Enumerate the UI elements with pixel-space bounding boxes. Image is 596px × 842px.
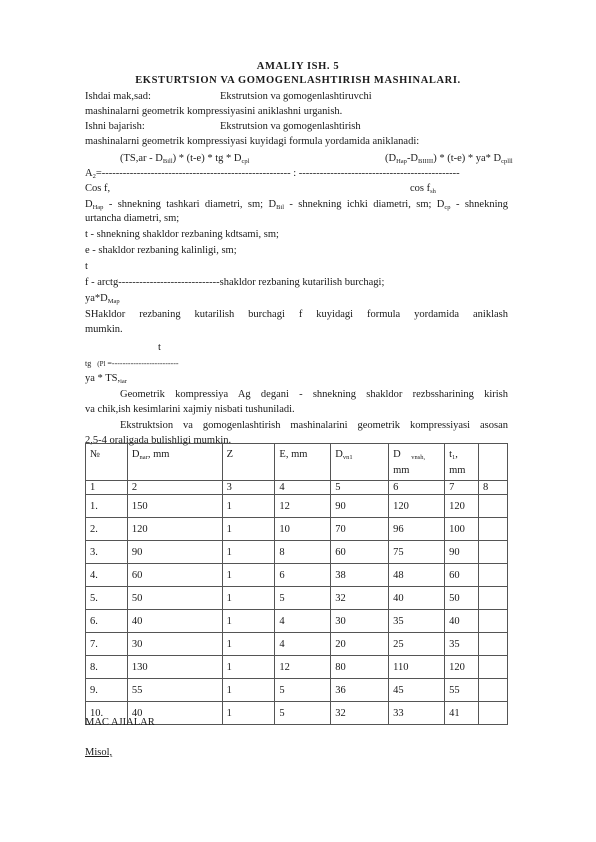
table-cell: 1 xyxy=(222,610,275,633)
table-cell: 3 xyxy=(222,481,275,495)
definition-diameters: $D_{Hap}$ - shnekning tashkari diametri, sm; $D_{Bil}$ - shnekning ichki diametri, sm; $D_{cp}$ - shnekning xyxy=(85,199,508,211)
tg-denominator: ya * $TS,_{iar}$ xyxy=(85,373,127,385)
table-cell: 80 xyxy=(331,656,389,679)
table-cell: 1 xyxy=(222,656,275,679)
table-cell: 100 xyxy=(445,518,479,541)
tg-formula-line: tg (Pl =------------------------- xyxy=(85,359,179,368)
table-row xyxy=(86,541,508,564)
table-cell: 25 xyxy=(389,633,445,656)
table-cell: 40 xyxy=(127,610,222,633)
table-cell: 32 xyxy=(331,702,389,725)
definition-f: f - arctg-----------------------------shakldor rezbaning kutarilish burchagi; xyxy=(85,277,385,288)
table-cell: 7. xyxy=(86,633,128,656)
table-cell: 90 xyxy=(127,541,222,564)
table-cell: 35 xyxy=(445,633,479,656)
table-cell: 10 xyxy=(275,518,331,541)
table-cell xyxy=(479,656,508,679)
table-cell xyxy=(479,679,508,702)
table-cell: 5. xyxy=(86,587,128,610)
table-cell: 30 xyxy=(127,633,222,656)
table-cell: 90 xyxy=(331,495,389,518)
table-header-row xyxy=(86,444,508,481)
header-d-vnsh: D $_{vnsh,}$ mm xyxy=(389,444,445,481)
table-cell: 96 xyxy=(389,518,445,541)
header-d-vn1: $D_{vn1}$ xyxy=(331,444,389,481)
header-number: № xyxy=(86,444,128,481)
formula-a2-line: $A_2=------------------------------------------------------$ : ---------------------------------------------- xyxy=(85,168,460,180)
table-cell: 1 xyxy=(222,541,275,564)
table-row xyxy=(86,564,508,587)
header-e: E, mm xyxy=(275,444,331,481)
table-cell: 2 xyxy=(127,481,222,495)
table-cell: 1 xyxy=(222,679,275,702)
table-cell: 7 xyxy=(445,481,479,495)
table-cell: 20 xyxy=(331,633,389,656)
table-cell xyxy=(479,495,508,518)
header-d-nar: $D_{nar}$, mm xyxy=(127,444,222,481)
table-cell: 4. xyxy=(86,564,128,587)
aim-text-2: mashinalarni geometrik kompressiyasini aniklashni urganish. xyxy=(85,106,343,117)
header-z: Z xyxy=(222,444,275,481)
page-title: AMALIY ISH. 5 xyxy=(256,61,340,72)
table-cell: 1 xyxy=(86,481,128,495)
table-cell: 9. xyxy=(86,679,128,702)
table-cell: 55 xyxy=(127,679,222,702)
table-cell: 60 xyxy=(445,564,479,587)
table-cell: 120 xyxy=(445,656,479,679)
table-cell: 36 xyxy=(331,679,389,702)
table-cell xyxy=(479,633,508,656)
table-cell: 120 xyxy=(127,518,222,541)
table-cell: 8 xyxy=(479,481,508,495)
table-cell: 6 xyxy=(389,481,445,495)
task-label: Ishni bajarish: xyxy=(85,121,145,132)
task-text: Ekstrutsion va gomogenlashtirish xyxy=(220,121,361,132)
table-cell: 5 xyxy=(331,481,389,495)
table-cell xyxy=(479,610,508,633)
table-cell: 38 xyxy=(331,564,389,587)
table-cell: 110 xyxy=(389,656,445,679)
task-text-2: mashinalarni geometrik kompressiyasi kuyidagi formula yordamida aniklanadi: xyxy=(85,136,420,147)
table-cell: 32 xyxy=(331,587,389,610)
table-number-row xyxy=(86,481,508,495)
table-cell: 60 xyxy=(127,564,222,587)
table-cell: 8. xyxy=(86,656,128,679)
table-cell: 4 xyxy=(275,610,331,633)
table-cell: 45 xyxy=(389,679,445,702)
footer-text-1: MAC AJIALAR xyxy=(85,717,155,728)
data-table xyxy=(85,443,508,725)
definition-e: e - shakldor rezbaning kalinligi, sm; xyxy=(85,245,237,256)
definition-t2: t xyxy=(85,261,88,272)
aim-text: Ekstrutsion va gomogenlashtiruvchi xyxy=(220,91,372,102)
table-cell: 33 xyxy=(389,702,445,725)
shakl-paragraph-2: mumkin. xyxy=(85,324,123,335)
formula-numerator-1: $(TS,ar - D_{Bill}) * (t-e)$ * tg * $D_{cpl}$ xyxy=(120,153,250,165)
table-cell xyxy=(479,518,508,541)
table-cell: 12 xyxy=(275,495,331,518)
cos-left: Cos f, xyxy=(85,183,111,194)
table-cell: 5 xyxy=(275,702,331,725)
table-cell: 1 xyxy=(222,495,275,518)
table-cell: 40 xyxy=(445,610,479,633)
table-cell: 90 xyxy=(445,541,479,564)
table-cell: 2. xyxy=(86,518,128,541)
formula-numerator-2: $(D_{Hap}-D_{BIIIII}) * (t-e) * ya*$ $D_{cplll}$ xyxy=(385,153,513,165)
table-row xyxy=(86,518,508,541)
table-cell: 40 xyxy=(389,587,445,610)
table-cell: 1. xyxy=(86,495,128,518)
table-cell xyxy=(479,541,508,564)
table-cell: 6 xyxy=(275,564,331,587)
table-cell: 70 xyxy=(331,518,389,541)
table-cell: 40 xyxy=(127,702,222,725)
table-row xyxy=(86,495,508,518)
table-row xyxy=(86,633,508,656)
paragraph-1-line-1: Geometrik kompressiya Ag degani - shnekning shakldor rezbssharining kirish xyxy=(120,389,508,400)
header-t1: $t_1$, mm xyxy=(445,444,479,481)
table-cell: 35 xyxy=(389,610,445,633)
table-cell: 41 xyxy=(445,702,479,725)
paragraph-2-line-2: 2,5-4 oraligada bulishligi mumkin. xyxy=(85,435,232,446)
table-cell: 5 xyxy=(275,679,331,702)
aim-label: Ishdai mak,sad: xyxy=(85,91,151,102)
page-subtitle: EKSTURTSION VA GOMOGENLASHTIRISH MASHINALARI. xyxy=(135,75,461,86)
table-row xyxy=(86,587,508,610)
table-row xyxy=(86,679,508,702)
table-cell: 130 xyxy=(127,656,222,679)
header-empty xyxy=(479,444,508,481)
table-row xyxy=(86,656,508,679)
table-row xyxy=(86,610,508,633)
table-cell xyxy=(479,564,508,587)
shakl-paragraph-1: SHakldor rezbaning kutarilish burchagi f kuyidagi formula yordamida aniklash xyxy=(85,309,508,320)
table-cell: 120 xyxy=(389,495,445,518)
table-cell: 4 xyxy=(275,633,331,656)
table-cell: 3. xyxy=(86,541,128,564)
fraction-numerator-t: t xyxy=(158,342,161,353)
table-cell: 75 xyxy=(389,541,445,564)
table-cell: 50 xyxy=(445,587,479,610)
table-cell: 1 xyxy=(222,564,275,587)
definition-t: t - shnekning shakldor rezbaning kdtsami, sm; xyxy=(85,229,279,240)
table-cell xyxy=(479,702,508,725)
table-cell: 150 xyxy=(127,495,222,518)
table-cell: 8 xyxy=(275,541,331,564)
table-cell xyxy=(479,587,508,610)
table-cell: 1 xyxy=(222,633,275,656)
paragraph-2-line-1: Ekstruktsion va gomogenlashtirish mashinalarini geometrik kompressiyasi asosan xyxy=(120,420,508,431)
table-cell: 120 xyxy=(445,495,479,518)
table-cell: 1 xyxy=(222,702,275,725)
table-cell: 50 xyxy=(127,587,222,610)
footer-text-2: Misol, xyxy=(85,747,113,758)
table-cell: 60 xyxy=(331,541,389,564)
table-cell: 55 xyxy=(445,679,479,702)
table-cell: 48 xyxy=(389,564,445,587)
definition-ya-d: $ya*D_{Map}$ xyxy=(85,293,120,305)
table-cell: 6. xyxy=(86,610,128,633)
cos-right: $\cos f_{sh}$ xyxy=(410,183,436,195)
table-cell: 10. xyxy=(86,702,128,725)
table-cell: 12 xyxy=(275,656,331,679)
table-cell: 1 xyxy=(222,518,275,541)
table-cell: 5 xyxy=(275,587,331,610)
paragraph-1-line-2: va chik,ish kesimlarini xajmiy nisbati tushuniladi. xyxy=(85,404,295,415)
table-cell: 1 xyxy=(222,587,275,610)
table-cell: 4 xyxy=(275,481,331,495)
definition-diameters-2: urtancha diametri, sm; xyxy=(85,213,180,224)
table-cell: 30 xyxy=(331,610,389,633)
